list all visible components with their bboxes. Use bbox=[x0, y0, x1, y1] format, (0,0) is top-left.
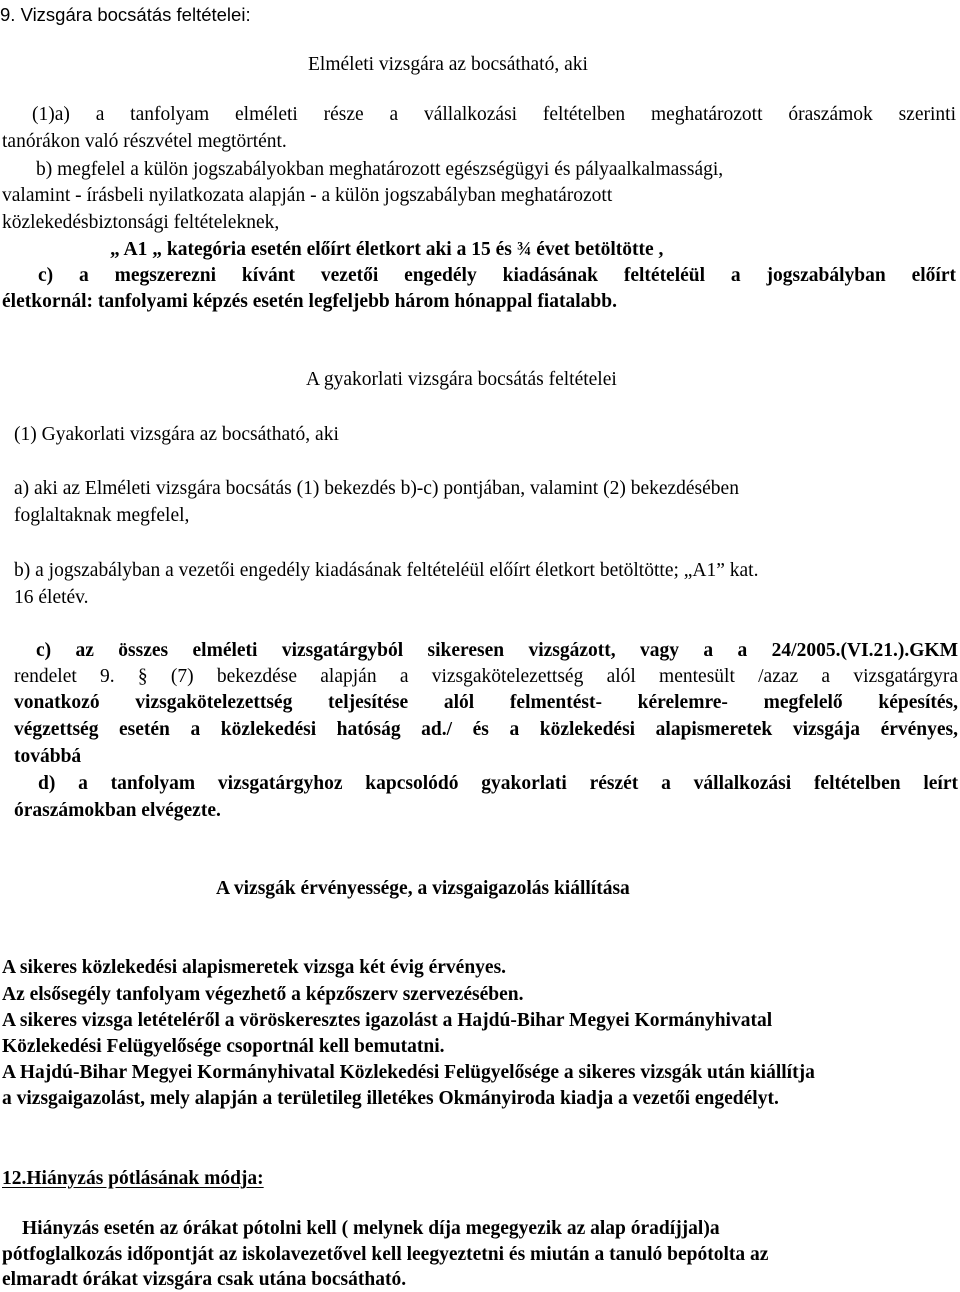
paragraph-line: továbbá bbox=[14, 746, 82, 767]
paragraph-line: Az elsősegély tanfolyam végezhető a képzőszerv szervezésében. bbox=[2, 984, 524, 1005]
paragraph-line: rendelet 9. § (7) bekezdése alapján a vizsgakötelezettség alól mentesült /azaz a vizsgatárgyra bbox=[14, 666, 958, 687]
theory-title: Elméleti vizsgára az bocsátható, aki bbox=[308, 54, 588, 75]
paragraph-line: 16 életév. bbox=[14, 587, 89, 608]
paragraph-line: d) a tanfolyam vizsgatárgyhoz kapcsolódó gyakorlati részét a vállalkozási feltételben leírt bbox=[38, 773, 958, 794]
paragraph-line: b) megfelel a külön jogszabályokban meghatározott egészségügyi és pályaalkalmassági, bbox=[36, 159, 724, 180]
practical-title: A gyakorlati vizsgára bocsátás feltételei bbox=[306, 369, 617, 390]
paragraph-line: tanórákon való részvétel megtörtént. bbox=[2, 131, 287, 152]
paragraph-line: c) a megszerezni kívánt vezetői engedély kiadásának feltételéül a jogszabályban előírt bbox=[38, 265, 956, 286]
paragraph-line: elmaradt órákat vizsgára csak utána bocsátható. bbox=[2, 1269, 407, 1290]
paragraph-line: foglaltaknak megfelel, bbox=[14, 505, 190, 526]
paragraph-line: a) aki az Elméleti vizsgára bocsátás (1) bekezdés b)-c) pontjában, valamint (2) bekezdésében bbox=[14, 478, 739, 499]
paragraph-line: végzettség esetén a közlekedési hatóság ad./ és a közlekedési alapismeretek vizsgája érvényes, bbox=[14, 719, 958, 740]
section-heading: 9. Vizsgára bocsátás feltételei: bbox=[0, 4, 251, 25]
section-heading: 12.Hiányzás pótlásának módja: bbox=[2, 1168, 264, 1189]
paragraph-line: (1)a) a tanfolyam elméleti része a vállalkozási feltételben meghatározott óraszámok szerinti bbox=[32, 104, 956, 125]
paragraph-line: pótfoglalkozás időpontját az iskolavezetővel kell leegyeztetni és miután a tanuló bepótolta az bbox=[2, 1244, 769, 1265]
paragraph-line: „ A1 „ kategória esetén előírt életkort aki a 15 és ¾ évet betöltötte , bbox=[110, 239, 664, 260]
paragraph-line: A Hajdú-Bihar Megyei Kormányhivatal Közlekedési Felügyelősége a sikeres vizsgák után kiállítja bbox=[2, 1062, 815, 1083]
paragraph-line: közlekedésbiztonsági feltételeknek, bbox=[2, 212, 280, 233]
paragraph-line: valamint - írásbeli nyilatkozata alapján - a külön jogszabályban meghatározott bbox=[2, 185, 613, 206]
paragraph-line: c) az összes elméleti vizsgatárgyból sikeresen vizsgázott, vagy a a 24/2005.(VI.21.).GKM bbox=[36, 640, 958, 661]
paragraph-line: A sikeres vizsga letételéről a vöröskeresztes igazolást a Hajdú-Bihar Megyei Kormányhivatal bbox=[2, 1010, 773, 1031]
paragraph-line: A sikeres közlekedési alapismeretek vizsga két évig érvényes. bbox=[2, 957, 507, 978]
paragraph-line: vonatkozó vizsgakötelezettség teljesítése alól felmentést- kérelemre- megfelelő képesítés, bbox=[14, 692, 958, 713]
paragraph-line: (1) Gyakorlati vizsgára az bocsátható, aki bbox=[14, 424, 339, 445]
paragraph-line: a vizsgaigazolást, mely alapján a területileg illetékes Okmányiroda kiadja a vezetői engedélyt. bbox=[2, 1088, 779, 1109]
paragraph-line: óraszámokban elvégezte. bbox=[14, 800, 221, 821]
paragraph-line: életkornál: tanfolyami képzés esetén legfeljebb három hónappal fiatalabb. bbox=[2, 291, 617, 312]
validity-title: A vizsgák érvényessége, a vizsgaigazolás kiállítása bbox=[216, 878, 630, 899]
paragraph-line: Közlekedési Felügyelősége csoportnál kell bemutatni. bbox=[2, 1036, 445, 1057]
paragraph-line: Hiányzás esetén az órákat pótolni kell ( melynek díja megegyezik az alap óradíjjal)a bbox=[22, 1218, 720, 1239]
paragraph-line: b) a jogszabályban a vezetői engedély kiadásának feltételéül előírt életkort betöltötte; „A1” kat. bbox=[14, 560, 759, 581]
